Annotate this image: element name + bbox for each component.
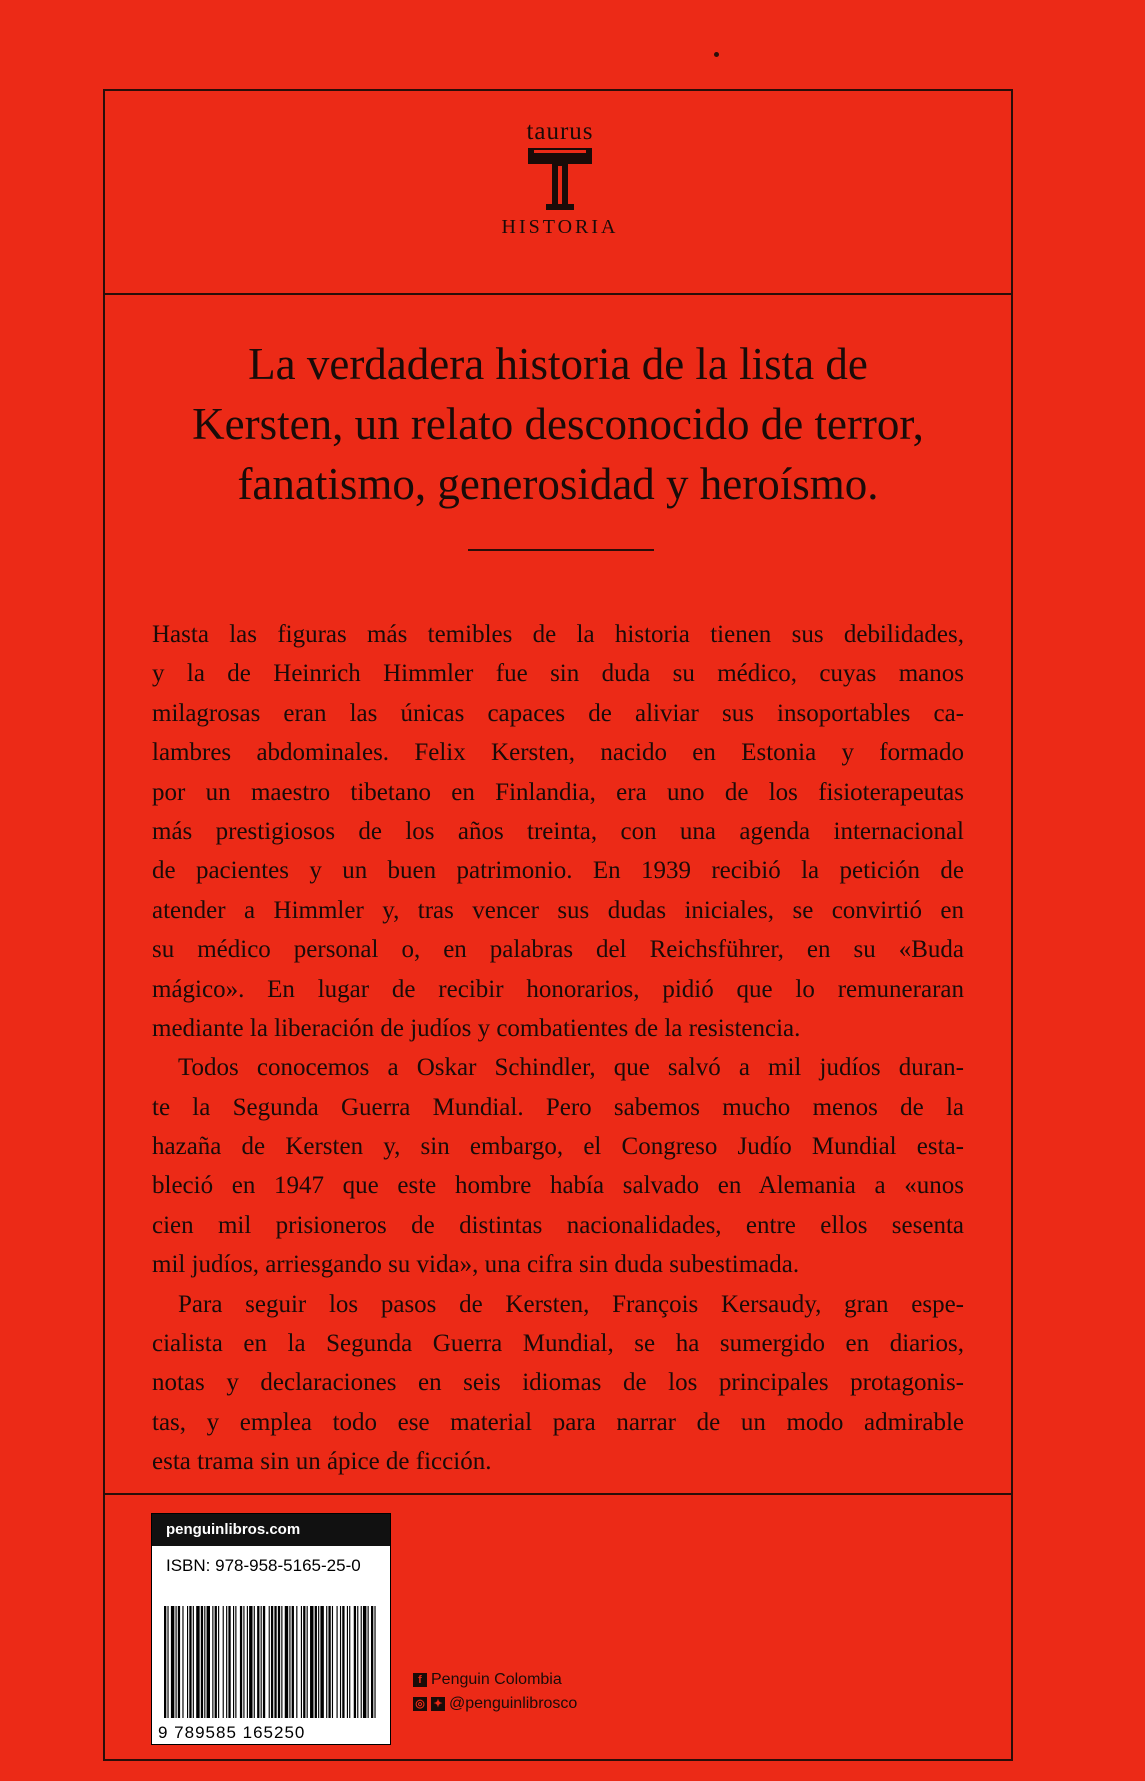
- barcode-bar: [249, 1606, 252, 1718]
- facebook-icon: f: [413, 1673, 427, 1687]
- barcode-bar: [271, 1606, 273, 1718]
- blurb-line: bleció en 1947 que este hombre había salvado en Alemania a «unos: [152, 1172, 964, 1200]
- barcode-bar: [368, 1606, 369, 1718]
- blurb-line: tas, y emplea todo ese material para narrar de un modo admirable: [152, 1408, 964, 1436]
- barcode-bar: [233, 1606, 234, 1718]
- barcode-bar: [171, 1606, 174, 1718]
- barcode-bar: [240, 1606, 242, 1718]
- instagram-icon: ◎: [413, 1697, 427, 1711]
- barcode-bar: [223, 1606, 224, 1718]
- barcode-bar: [340, 1606, 341, 1718]
- taurus-t-icon: [528, 148, 592, 210]
- blurb-line: hazaña de Kersten y, sin embargo, el Congreso Judío Mundial esta-: [152, 1133, 964, 1161]
- blurb-line: de pacientes y un buen patrimonio. En 1939 recibió la petición de: [152, 857, 964, 885]
- barcode-bars: [164, 1606, 378, 1724]
- blurb-line: Para seguir los pasos de Kersten, François Kersaudy, gran espe-: [178, 1290, 964, 1318]
- barcode-bar: [354, 1606, 356, 1718]
- blurb-line: y la de Heinrich Himmler fue sin duda su médico, cuyas manos: [152, 660, 964, 688]
- barcode-bar: [254, 1606, 255, 1718]
- blurb-line: atender a Himmler y, tras vencer sus dudas iniciales, se convirtió en: [152, 896, 964, 924]
- barcode-bar: [301, 1606, 302, 1718]
- barcode-bar: [303, 1606, 305, 1718]
- barcode-bar: [261, 1606, 262, 1718]
- barcode-bar: [310, 1606, 313, 1718]
- blurb-line: esta trama sin un ápice de ficción.: [152, 1448, 492, 1476]
- barcode-bar: [215, 1606, 217, 1718]
- barcode-bar: [285, 1606, 288, 1718]
- barcode-bar: [337, 1606, 338, 1718]
- barcode-bar: [176, 1606, 177, 1718]
- barcode-bar: [257, 1606, 259, 1718]
- frame-divider-bottom: [103, 1493, 1013, 1495]
- barcode-bar: [307, 1606, 308, 1718]
- barcode-bar: [320, 1606, 323, 1718]
- barcode-bar: [218, 1606, 219, 1718]
- barcode-bar: [226, 1606, 227, 1718]
- headline: [150, 334, 966, 514]
- barcode-bar: [243, 1606, 244, 1718]
- printing-spot: [714, 52, 719, 57]
- blurb-line: Todos conocemos a Oskar Schindler, que salvó a mil judíos duran-: [178, 1054, 964, 1082]
- barcode-bar: [178, 1606, 180, 1718]
- barcode-bar: [269, 1606, 270, 1718]
- barcode-bar: [274, 1606, 276, 1718]
- logo-collection: HISTORIA: [501, 216, 619, 238]
- logo-brand: taurus: [526, 118, 594, 145]
- isbn-barcode-box: [151, 1513, 391, 1745]
- headline-line: fanatismo, generosidad y heroísmo.: [237, 459, 879, 509]
- barcode-bar: [357, 1606, 358, 1718]
- barcode-bar: [201, 1606, 203, 1718]
- barcode-bar: [349, 1606, 350, 1718]
- barcode-bar: [212, 1606, 213, 1718]
- blurb-line: por un maestro tibetano en Finlandia, era uno de los fisioterapeutas: [152, 778, 964, 806]
- blurb-line: te la Segunda Guerra Mundial. Pero sabemos mucho menos de la: [152, 1093, 964, 1121]
- handle-link[interactable]: [413, 1692, 577, 1716]
- barcode-bar: [332, 1606, 333, 1718]
- barcode-bar: [189, 1606, 191, 1718]
- barcode-bar: [235, 1606, 236, 1718]
- barcode-bar: [342, 1606, 344, 1718]
- handle-label: @penguinlibrosco: [449, 1695, 578, 1712]
- barcode-bar: [204, 1606, 205, 1718]
- barcode-bar: [247, 1606, 248, 1718]
- barcode-bar: [228, 1606, 230, 1718]
- barcode-bar: [187, 1606, 188, 1718]
- publisher-logo: [440, 118, 680, 239]
- blurb-line: milagrosas eran las únicas capaces de aliviar sus insoportables ca-: [152, 699, 964, 727]
- barcode-bar: [207, 1606, 210, 1718]
- social-links: [413, 1668, 577, 1716]
- barcode-bar: [347, 1606, 348, 1718]
- blurb-line: lambres abdominales. Felix Kersten, nacido en Estonia y formado: [152, 739, 964, 767]
- barcode-bar: [278, 1606, 280, 1718]
- blurb-text: [152, 615, 964, 1482]
- blurb-line: Hasta las figuras más temibles de la historia tienen sus debilidades,: [152, 621, 964, 648]
- barcode-bar: [371, 1606, 373, 1718]
- barcode-bar: [374, 1606, 375, 1718]
- barcode-bar: [296, 1606, 297, 1718]
- barcode-bar: [281, 1606, 282, 1718]
- headline-line: La verdadera historia de la lista de: [248, 339, 868, 389]
- blurb-line: mil judíos, arriesgando su vida», una cifra sin duda subestimada.: [152, 1251, 800, 1279]
- barcode-digits: 9 789585 165250: [158, 1723, 306, 1742]
- isbn-label: ISBN: 978-958-5165-25-0: [166, 1556, 361, 1575]
- section-divider: [468, 549, 654, 551]
- barcode-bar: [326, 1606, 327, 1718]
- barcode-bar: [328, 1606, 330, 1718]
- frame-divider-top: [103, 293, 1013, 295]
- blurb-line: cien mil prisioneros de distintas nacionalidades, entre ellos sesenta: [152, 1211, 964, 1239]
- blurb-line: más prestigiosos de los años treinta, con una agenda internacional: [152, 817, 964, 845]
- barcode-bar: [164, 1606, 166, 1718]
- barcode-bar: [182, 1606, 183, 1718]
- barcode-bar: [363, 1606, 366, 1718]
- barcode-bar: [292, 1606, 294, 1718]
- blurb-line: mágico». En lugar de recibir honorarios, pidió que lo remuneraran: [152, 975, 964, 1003]
- blurb-line: notas y declaraciones en seis idiomas de los principales protagonis-: [152, 1369, 964, 1397]
- barcode-bar: [193, 1606, 194, 1718]
- facebook-label: Penguin Colombia: [431, 1671, 562, 1688]
- blurb-line: cialista en la Segunda Guerra Mundial, se ha sumergido en diarios,: [152, 1330, 964, 1358]
- barcode-bar: [167, 1606, 168, 1718]
- barcode-bar: [315, 1606, 317, 1718]
- blurb-line: mediante la liberación de judíos y combatientes de la resistencia.: [152, 1014, 801, 1042]
- barcode-bar: [196, 1606, 199, 1718]
- website-label: penguinlibros.com: [152, 1514, 390, 1546]
- facebook-link[interactable]: [413, 1668, 577, 1692]
- barcode-bar: [263, 1606, 265, 1718]
- blurb-line: su médico personal o, en palabras del Reichsführer, en su «Buda: [152, 936, 964, 964]
- twitter-icon: ✦: [431, 1697, 445, 1711]
- headline-line: Kersten, un relato desconocido de terror,: [192, 399, 924, 449]
- barcode-bar: [361, 1606, 362, 1718]
- barcode-bar: [289, 1606, 290, 1718]
- barcode-bar: [318, 1606, 319, 1718]
